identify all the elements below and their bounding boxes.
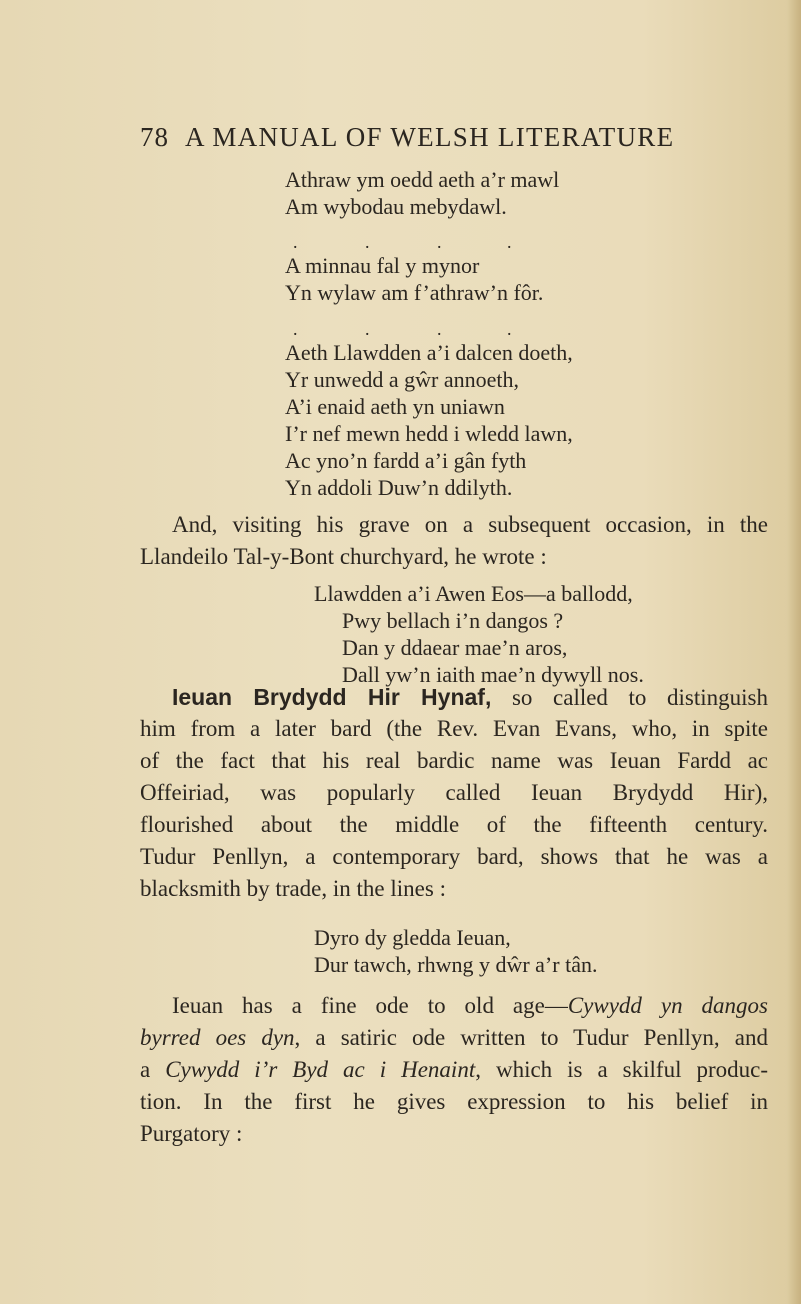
page-number: 78 (140, 122, 169, 152)
italic-title: Cywydd i’r Byd ac i Henaint (165, 1057, 476, 1082)
ellipsis-dot: . (293, 232, 298, 252)
verse-line: Dyro dy gledda Ieuan, (314, 925, 511, 950)
text-fragment: , which is a skilful produc- (475, 1057, 768, 1082)
verse-stanza-2 (285, 252, 543, 306)
verse-line: Yn addoli Duw’n ddilyth. (285, 475, 513, 500)
verse-line: Yn wylaw am f’athraw’n fôr. (285, 280, 544, 305)
text-fragment: , a satiric ode written to Tudur Penllyn, and (294, 1025, 768, 1050)
verse-stanza-1 (285, 166, 559, 220)
text-line: him from a later bard (the Rev. Evan Evans, who, in spite (140, 716, 768, 741)
paragraph-1 (140, 509, 768, 573)
ellipsis-dot: . (507, 232, 512, 252)
text-line: blacksmith by trade, in the lines : (140, 876, 446, 901)
bard-name: Ieuan Brydydd Hir Hynaf, (172, 684, 492, 710)
paragraph-3 (140, 990, 768, 1150)
ellipsis-dot: . (437, 319, 442, 339)
text-line (140, 681, 768, 713)
verse-line: Yr unwedd a gŵr annoeth, (285, 367, 519, 392)
text-line (140, 1022, 768, 1054)
text-fragment: so called to distinguish (491, 685, 768, 710)
text-line: Llandeilo Tal-y-Bont churchyard, he wrote : (140, 544, 547, 569)
text-line: And, visiting his grave on a subsequent occasion, in the (172, 512, 768, 537)
page-header (140, 122, 720, 162)
page-edge (787, 0, 801, 1304)
verse-line: Pwy bellach i’n dangos ? (342, 608, 564, 633)
verse-line: Am wybodau mebydawl. (285, 194, 507, 219)
text-line: Tudur Penllyn, a contemporary bard, shows that he was a (140, 844, 768, 869)
verse-line: Aeth Llawdden a’i dalcen doeth, (285, 340, 573, 365)
text-line: tion. In the first he gives expression to his belief in (140, 1089, 768, 1114)
verse-line: Athraw ym oedd aeth a’r mawl (285, 167, 560, 192)
verse-stanza-4 (314, 580, 644, 688)
text-line (140, 1054, 768, 1086)
text-line: Purgatory : (140, 1121, 243, 1146)
text-fragment: a (140, 1057, 166, 1082)
text-line: of the fact that his real bardic name was Ieuan Fardd ac (140, 748, 768, 773)
ellipsis-dot: . (293, 319, 298, 339)
text-line: flourished about the middle of the fifteenth century. (140, 812, 768, 837)
text-fragment: Ieuan has a fine ode to old age— (172, 993, 568, 1018)
italic-title: byrred oes dyn (140, 1025, 295, 1050)
ellipsis-dot: . (365, 232, 370, 252)
verse-line: I’r nef mewn hedd i wledd lawn, (285, 421, 573, 446)
text-line (140, 990, 768, 1022)
verse-stanza-3 (285, 339, 573, 501)
verse-line: Dur tawch, rhwng y dŵr a’r tân. (314, 952, 598, 977)
verse-line: Dall yw’n iaith mae’n dywyll nos. (342, 662, 644, 687)
paragraph-2 (140, 681, 768, 905)
running-title: A MANUAL OF WELSH LITERATURE (185, 122, 675, 152)
italic-title: Cywydd yn dangos (567, 993, 769, 1018)
verse-stanza-5 (314, 924, 597, 978)
verse-line: Dan y ddaear mae’n aros, (342, 635, 568, 660)
ellipsis-dot: . (365, 319, 370, 339)
verse-line: Llawdden a’i Awen Eos—a ballodd, (314, 581, 633, 606)
verse-line: A minnau fal y mynor (285, 253, 480, 278)
ellipsis-dot: . (437, 232, 442, 252)
verse-line: A’i enaid aeth yn uniawn (285, 394, 505, 419)
text-line: Offeiriad, was popularly called Ieuan Brydydd Hir), (140, 780, 768, 805)
verse-line: Ac yno’n fardd a’i gân fyth (285, 448, 527, 473)
ellipsis-dot: . (507, 319, 512, 339)
